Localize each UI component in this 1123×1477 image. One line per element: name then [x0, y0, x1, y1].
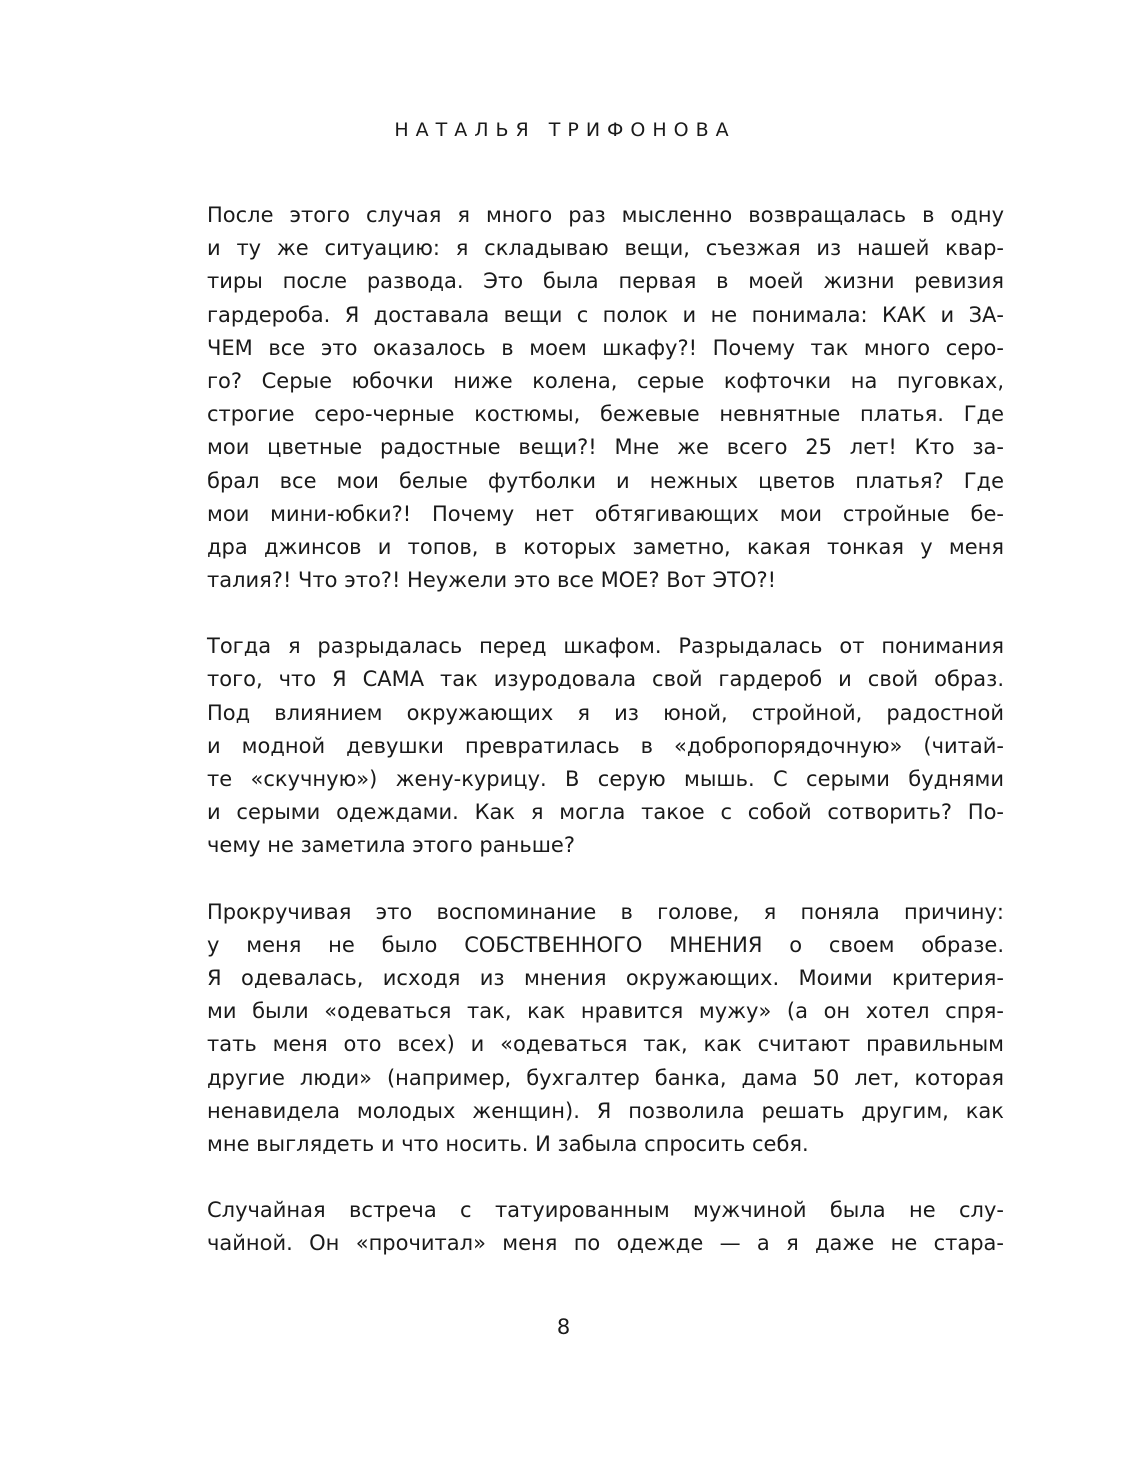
text-line: ЧЕМ все это оказалось в моем шкафу?! Почему так много серо- — [207, 335, 1004, 360]
text-line: строгие серо-черные костюмы, бежевые невнятные платья. Где — [207, 402, 1004, 427]
text-line: Прокручивая это воспоминание в голове, я поняла причину: — [207, 899, 1004, 924]
text-line: ми были «одеваться так, как нравится мужу» (а он хотел спря- — [207, 999, 1004, 1024]
text-line: мои цветные радостные вещи?! Мне же всего 25 лет! Кто за- — [207, 435, 1004, 460]
text-line: го? Серые юбочки ниже колена, серые кофточки на пуговках, — [207, 368, 1004, 393]
text-line: Случайная встреча с татуированным мужчиной была не слу- — [207, 1198, 1004, 1223]
paragraph-3 — [207, 896, 1004, 1162]
text-line: чайной. Он «прочитал» меня по одежде — а я даже не стара- — [207, 1231, 1004, 1256]
text-line: тиры после развода. Это была первая в моей жизни ревизия — [207, 269, 1004, 294]
text-line: мои мини-юбки?! Почему нет обтягивающих мои стройные бе- — [207, 501, 1004, 526]
text-line: чему не заметила этого раньше? — [207, 833, 575, 858]
body-text — [207, 199, 1004, 1293]
paragraph-4 — [207, 1194, 1004, 1260]
running-header-author: НАТАЛЬЯ ТРИФОНОВА — [394, 119, 736, 141]
paragraph-1 — [207, 199, 1004, 597]
text-line: того, что Я САМА так изуродовала свой гардероб и свой образ. — [207, 667, 1004, 692]
text-line: талия?! Что это?! Неужели это все МОЕ? Вот ЭТО?! — [207, 568, 777, 593]
text-line: и модной девушки превратилась в «добропорядочную» (читай- — [207, 733, 1004, 758]
text-line: После этого случая я много раз мысленно возвращалась в одну — [207, 203, 1004, 227]
paragraph-2 — [207, 630, 1004, 862]
text-line: Под влиянием окружающих я из юной, стройной, радостной — [207, 700, 1004, 725]
text-line: тать меня ото всех) и «одеваться так, как считают правильным — [207, 1032, 1004, 1057]
text-line: и серыми одеждами. Как я могла такое с собой сотворить? По- — [207, 800, 1004, 825]
text-line: ненавидела молодых женщин). Я позволила решать другим, как — [207, 1098, 1004, 1123]
text-line: у меня не было СОБСТВЕННОГО МНЕНИЯ о своем образе. — [207, 932, 1004, 957]
text-line: и ту же ситуацию: я складываю вещи, съезжая из нашей квар- — [207, 236, 1004, 261]
text-line: Я одевалась, исходя из мнения окружающих. Моими критерия- — [207, 965, 1004, 990]
text-line: другие люди» (например, бухгалтер банка, дама 50 лет, которая — [207, 1065, 1004, 1090]
text-line: мне выглядеть и что носить. И забыла спросить себя. — [207, 1131, 809, 1156]
text-line: те «скучную») жену-курицу. В серую мышь. С серыми буднями — [207, 767, 1004, 791]
text-line: брал все мои белые футболки и нежных цветов платья? Где — [207, 468, 1004, 493]
text-line: Тогда я разрыдалась перед шкафом. Разрыдалась от понимания — [207, 634, 1004, 659]
text-line: дра джинсов и топов, в которых заметно, какая тонкая у меня — [207, 534, 1004, 559]
page-number: 8 — [556, 1315, 571, 1339]
text-line: гардероба. Я доставала вещи с полок и не понимала: КАК и ЗА- — [207, 302, 1004, 327]
